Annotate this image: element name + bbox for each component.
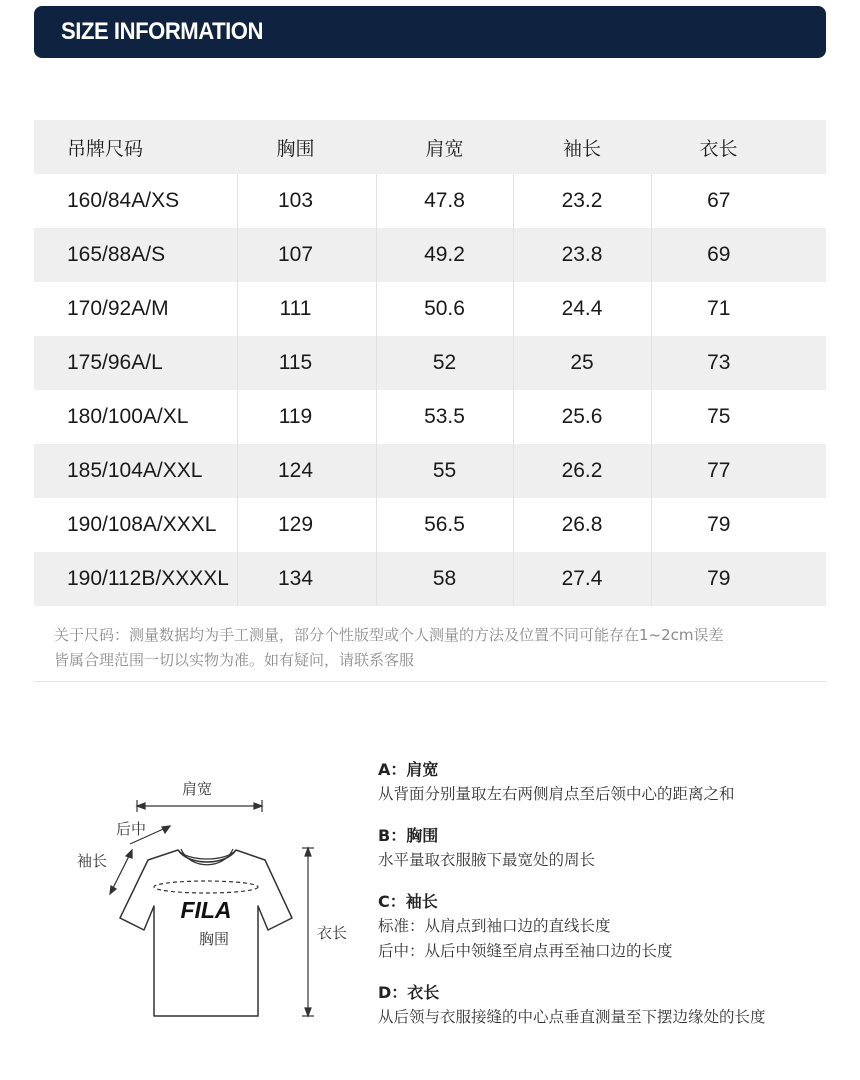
size-info-banner [34, 6, 826, 58]
sleeve-arrow [110, 850, 132, 894]
banner-title: SIZE INFORMATION [61, 18, 263, 45]
shoulder-cell: 49.2 [376, 228, 513, 282]
chest-cell: 129 [237, 498, 376, 552]
size-cell: 165/88A/S [34, 228, 237, 282]
sleeve-cell: 26.2 [513, 444, 651, 498]
definition-title: A：肩宽 [378, 760, 439, 779]
table-row [34, 498, 826, 552]
note-line-1: 关于尺码：测量数据均为手工测量，部分个性版型或个人测量的方法及位置不同可能存在1~2cm误差 [54, 626, 724, 644]
table-row [34, 174, 826, 228]
shoulder-cell: 58 [376, 552, 513, 606]
table-row [34, 336, 826, 390]
sleeve-cell: 26.8 [513, 498, 651, 552]
table-row [34, 390, 826, 444]
measurement-definitions [378, 758, 838, 1047]
section-divider [34, 681, 826, 682]
length-cell: 79 [651, 498, 826, 552]
definition-text: 从背面分别量取左右两侧肩点至后领中心的距离之和 [378, 785, 735, 803]
shoulder-cell: 52 [376, 336, 513, 390]
header-sleeve: 袖长 [513, 120, 651, 174]
shoulder-cell: 47.8 [376, 174, 513, 228]
definition-length [378, 981, 838, 1030]
length-cell: 75 [651, 390, 826, 444]
length-cell: 79 [651, 552, 826, 606]
table-row [34, 444, 826, 498]
chest-cell: 124 [237, 444, 376, 498]
length-cell: 69 [651, 228, 826, 282]
header-length: 衣长 [651, 120, 826, 174]
size-cell: 185/104A/XXL [34, 444, 237, 498]
sleeve-cell: 24.4 [513, 282, 651, 336]
shoulder-cell: 56.5 [376, 498, 513, 552]
table-row [34, 282, 826, 336]
chest-cell: 115 [237, 336, 376, 390]
tshirt-diagram [60, 770, 360, 1030]
definition-shoulder [378, 758, 838, 807]
table-header-row [34, 120, 826, 174]
length-label: 衣长 [317, 924, 348, 942]
size-cell: 160/84A/XS [67, 189, 180, 212]
shoulder-arrow [137, 800, 262, 812]
size-cell: 170/92A/M [67, 297, 169, 320]
shoulder-cell: 50.6 [376, 282, 513, 336]
sleeve-cell: 23.2 [513, 174, 651, 228]
length-cell: 67 [651, 174, 826, 228]
definition-title: B：胸围 [378, 826, 439, 845]
chest-cell: 134 [237, 552, 376, 606]
back-center-label: 后中 [116, 820, 147, 838]
tshirt-illustration [60, 770, 360, 1030]
shoulder-label: 肩宽 [182, 780, 213, 798]
length-cell: 77 [651, 444, 826, 498]
size-cell: 190/112B/XXXXL [34, 552, 237, 606]
chest-cell: 111 [237, 282, 376, 336]
definition-title: D：衣长 [378, 983, 440, 1002]
sleeve-cell: 25.6 [513, 390, 651, 444]
fila-logo: FILA [180, 897, 232, 923]
chest-cell: 103 [237, 174, 376, 228]
definition-title: C：袖长 [378, 892, 438, 911]
table-row [34, 228, 826, 282]
definition-text: 标准：从肩点到袖口边的直线长度 [378, 917, 611, 935]
header-size-tag: 吊牌尺码 [34, 120, 237, 174]
shoulder-cell: 53.5 [376, 390, 513, 444]
table-row [34, 552, 826, 606]
chest-cell: 119 [237, 390, 376, 444]
size-cell: 190/108A/XXXL [67, 513, 217, 536]
length-cell: 71 [651, 282, 826, 336]
definition-sleeve [378, 890, 838, 964]
note-line-2: 皆属合理范围一切以实物为准。如有疑问，请联系客服 [54, 651, 415, 669]
length-cell: 73 [651, 336, 826, 390]
definition-text: 后中：从后中领缝至肩点再至袖口边的长度 [378, 942, 673, 960]
sleeve-cell: 27.4 [513, 552, 651, 606]
chest-label: 胸围 [199, 930, 230, 948]
size-note [54, 623, 826, 673]
chest-cell: 107 [237, 228, 376, 282]
header-shoulder: 肩宽 [376, 120, 513, 174]
sleeve-cell: 25 [513, 336, 651, 390]
sleeve-cell: 23.8 [513, 228, 651, 282]
definition-chest [378, 824, 838, 873]
size-table [34, 120, 826, 606]
length-arrow [302, 848, 314, 1016]
definition-text: 水平量取衣服腋下最宽处的周长 [378, 851, 596, 869]
header-chest: 胸围 [237, 120, 376, 174]
size-cell: 175/96A/L [34, 336, 237, 390]
sleeve-label: 袖长 [77, 852, 108, 870]
shoulder-cell: 55 [376, 444, 513, 498]
definition-text: 从后领与衣服接缝的中心点垂直测量至下摆边缘处的长度 [378, 1008, 766, 1026]
size-cell: 180/100A/XL [67, 405, 189, 428]
